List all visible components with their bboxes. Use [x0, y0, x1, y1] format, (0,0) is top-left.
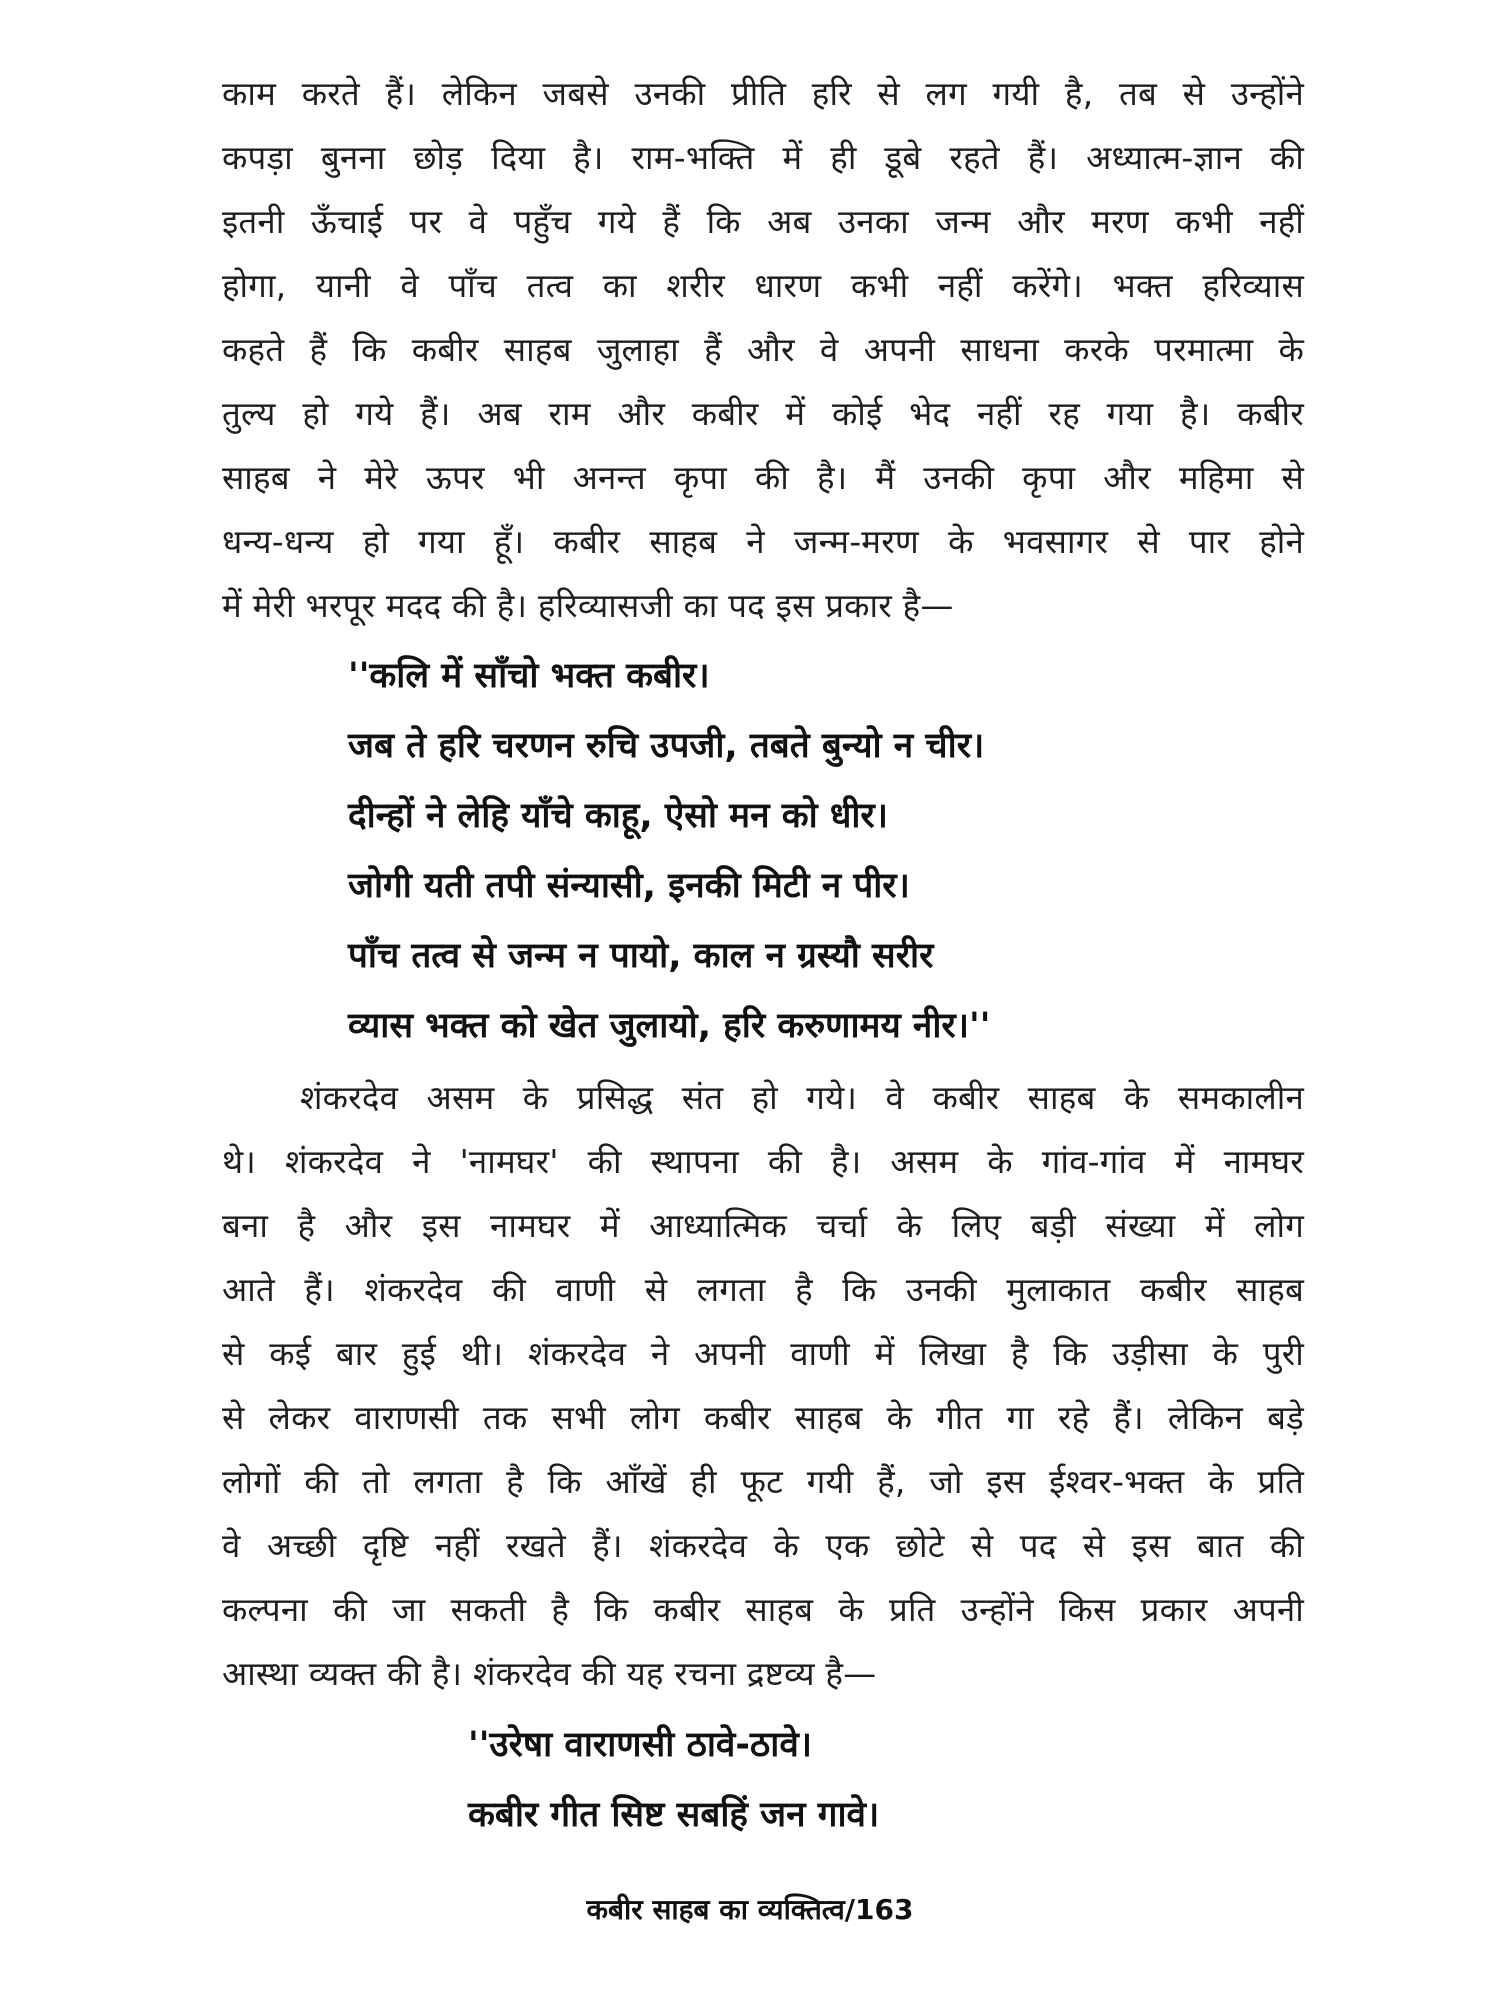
verse-line: जोगी यती तपी संन्यासी, इनकी मिटी न पीर। [348, 866, 910, 906]
text-line: साहब ने मेरे ऊपर भी अनन्त कृपा की है। मैं उनकी कृपा और महिमा से [222, 458, 1304, 497]
text-line: बना है और इस नामघर में आध्यात्मिक चर्चा के लिए बड़ी संख्या में लोग [222, 1206, 1304, 1245]
text-line: थे। शंकरदेव ने 'नामघर' की स्थापना की है। असम के गांव-गांव में नामघर [222, 1142, 1304, 1181]
verse-line: ''कलि में साँचो भक्त कबीर। [348, 656, 710, 696]
text-line: कपड़ा बुनना छोड़ दिया है। राम-भक्ति में ही डूबे रहते हैं। अध्यात्म-ज्ञान की [222, 138, 1304, 177]
text-line: कहते हैं कि कबीर साहब जुलाहा हैं और वे अपनी साधना करके परमात्मा के [222, 330, 1304, 369]
verse-line: दीन्हों ने लेहि याँचे काहू, ऐसो मन को धीर। [348, 796, 889, 836]
text-line: से कई बार हुई थी। शंकरदेव ने अपनी वाणी में लिखा है कि उड़ीसा के पुरी [222, 1334, 1304, 1373]
text-line: वे अच्छी दृष्टि नहीं रखते हैं। शंकरदेव के एक छोटे से पद से इस बात की [222, 1526, 1304, 1565]
verse-line: जब ते हरि चरणन रुचि उपजी, तबते बुन्यो न चीर। [348, 726, 985, 766]
text-line: काम करते हैं। लेकिन जबसे उनकी प्रीति हरि से लग गयी है, तब से उन्होंने [222, 74, 1304, 113]
text-line: धन्य-धन्य हो गया हूँ। कबीर साहब ने जन्म-मरण के भवसागर से पार होने [222, 522, 1304, 561]
text-line: तुल्य हो गये हैं। अब राम और कबीर में कोई भेद नहीं रह गया है। कबीर [222, 394, 1304, 433]
text-line: आते हैं। शंकरदेव की वाणी से लगता है कि उनकी मुलाकात कबीर साहब [222, 1270, 1304, 1309]
text-line: शंकरदेव असम के प्रसिद्ध संत हो गये। वे कबीर साहब के समकालीन [300, 1078, 1304, 1117]
verse-line: पाँच तत्व से जन्म न पायो, काल न ग्रस्यौ सरीर [348, 936, 934, 976]
text-line: में मेरी भरपूर मदद की है। हरिव्यासजी का पद इस प्रकार है— [222, 586, 954, 625]
text-line: कल्पना की जा सकती है कि कबीर साहब के प्रति उन्होंने किस प्रकार अपनी [222, 1590, 1304, 1629]
verse-line: व्यास भक्त को खेत जुलायो, हरि करुणामय नीर।'' [348, 1006, 991, 1046]
verse-line: कबीर गीत सिष्ट सबहिं जन गावे। [468, 1795, 880, 1835]
page-footer: कबीर साहब का व्यक्तित्व/163 [586, 1893, 914, 1926]
text-line: से लेकर वाराणसी तक सभी लोग कबीर साहब के गीत गा रहे हैं। लेकिन बड़े [222, 1398, 1304, 1437]
text-line: होगा, यानी वे पाँच तत्व का शरीर धारण कभी नहीं करेंगे। भक्त हरिव्यास [222, 266, 1304, 305]
verse-line: ''उरेषा वाराणसी ठावे-ठावे। [468, 1725, 813, 1765]
text-line: लोगों की तो लगता है कि आँखें ही फूट गयी हैं, जो इस ईश्वर-भक्त के प्रति [222, 1462, 1304, 1501]
text-line: आस्था व्यक्त की है। शंकरदेव की यह रचना द्रष्टव्य है— [222, 1654, 877, 1693]
text-line: इतनी ऊँचाई पर वे पहुँच गये हैं कि अब उनका जन्म और मरण कभी नहीं [222, 202, 1304, 241]
